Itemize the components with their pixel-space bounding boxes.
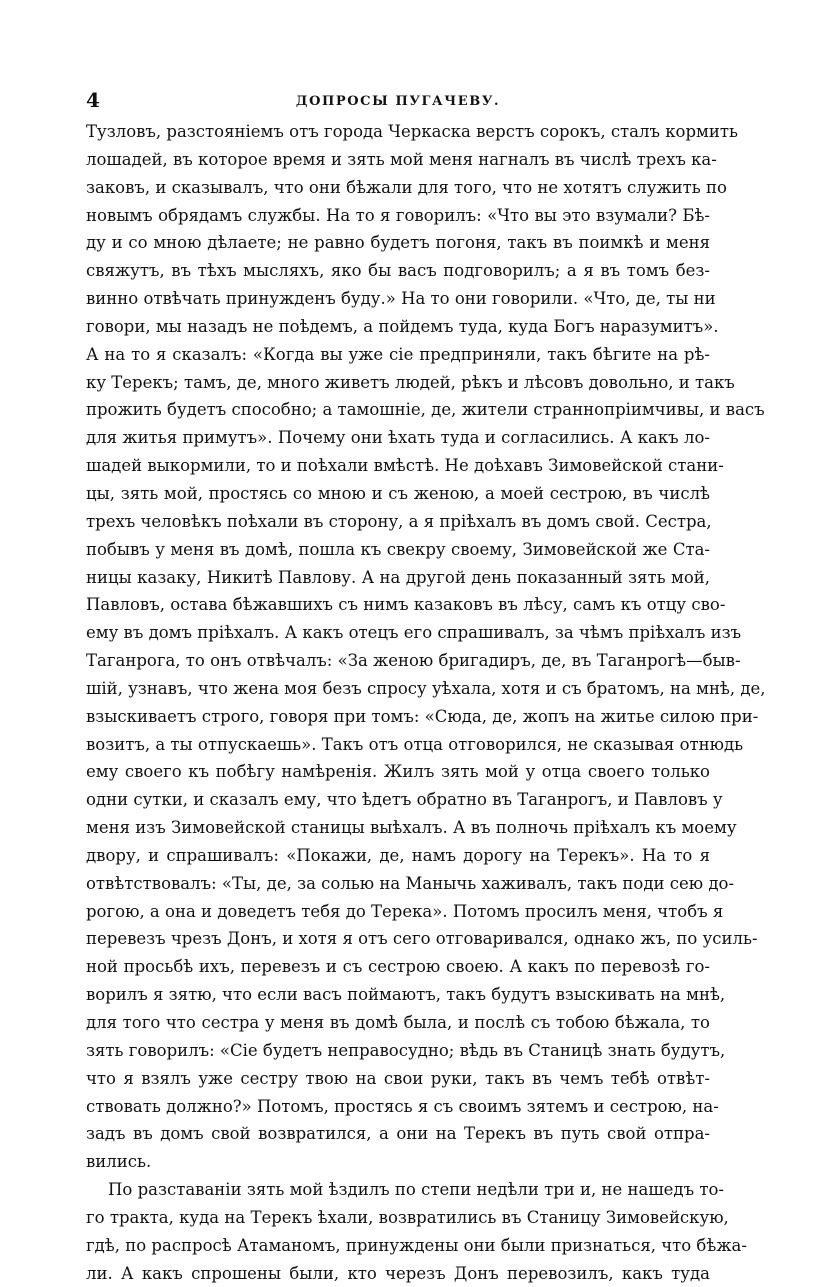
text-line: цы, зять мой, простясь со мною и съ женою, а моей сестрою, въ числѣ [86, 483, 710, 503]
text-line: вились. [86, 1152, 152, 1172]
text-line: А на то я сказалъ: «Когда вы уже сіе предприняли, такъ бѣгите на рѣ- [86, 344, 710, 364]
text-line: ствовать должно?» Потомъ, простясь я съ своимъ зятемъ и сестрою, на- [86, 1096, 719, 1116]
text-line: ку Терекъ; тамъ, де, много живетъ людей, рѣкъ и лѣсовъ довольно, и такъ [86, 372, 735, 392]
text-line: По разставаніи зять мой ѣздилъ по степи недѣли три и, не нашедъ то- [108, 1180, 724, 1200]
text-line: двору, и спрашивалъ: «Покажи, де, намъ дорогу на Терекъ». На то я [86, 845, 710, 865]
text-line: говори, мы назадъ не поѣдемъ, а пойдемъ туда, куда Богъ наразумитъ». [86, 316, 719, 336]
text-line: ницы казаку, Никитѣ Павлову. А на другой день показанный зять мой, [86, 567, 710, 587]
text-line: одни сутки, и сказалъ ему, что ѣдетъ обратно въ Таганрогъ, и Павловъ у [86, 790, 723, 810]
text-line: зять говорилъ: «Сіе будетъ неправосудно; вѣдь въ Станицѣ знать будутъ, [86, 1040, 726, 1060]
text-line: заковъ, и сказывалъ, что они бѣжали для того, что не хотятъ служить по [86, 177, 727, 197]
book-page [86, 88, 766, 1287]
text-line: трехъ человѣкъ поѣхали въ сторону, а я пріѣхалъ въ домъ свой. Сестра, [86, 511, 712, 531]
text-line: для того что сестра у меня въ домѣ была, и послѣ съ тобою бѣжала, то [86, 1013, 710, 1032]
text-line: ему въ домъ пріѣхалъ. А какъ отецъ его спрашивалъ, за чѣмъ пріѣхалъ изъ [86, 623, 742, 643]
page-header [86, 88, 710, 118]
text-line: ли. А какъ спрошены были, кто черезъ Донъ перевозилъ, какъ туда [86, 1263, 710, 1283]
text-line: Таганрога, то онъ отвѣчалъ: «За женою бригадиръ, де, въ Таганрогѣ—быв- [86, 651, 741, 671]
text-line: возитъ, а ты отпускаешь». Такъ отъ отца отговорился, не сказывая отнюдь [86, 734, 744, 754]
text-line: перевезъ чрезъ Донъ, и хотя я отъ сего отговаривался, однако жъ, по усиль- [86, 929, 758, 949]
text-line: го тракта, куда на Терекъ ѣхали, возвратились въ Станицу Зимовейскую, [86, 1207, 729, 1227]
text-line: шадей выкормили, то и поѣхали вмѣстѣ. Не доѣхавъ Зимовейской стани- [86, 456, 724, 476]
text-line: свяжутъ, въ тѣхъ мысляхъ, яко бы васъ подговорилъ; а я въ томъ без- [86, 261, 710, 281]
text-line: прожить будетъ способно; а тамошніе, де, жители страннопріимчивы, и васъ [86, 400, 765, 420]
text-line: Павловъ, остава бѣжавшихъ съ нимъ казаковъ въ лѣсу, самъ къ отцу сво- [86, 595, 726, 615]
text-line: ему своего къ побѣгу намѣренія. Жилъ зять мой у отца своего только [86, 762, 710, 782]
text-line: шій, узнавъ, что жена моя безъ спросу уѣхала, хотя и съ братомъ, на мнѣ, де, [86, 678, 766, 698]
text-line: Тузловъ, разстояніемъ отъ города Черкаска верстъ сорокъ, сталъ кормить [86, 122, 738, 141]
paragraph-1 [86, 118, 766, 1176]
text-line: меня изъ Зимовейской станицы выѣхалъ. А въ полночь пріѣхалъ къ моему [86, 818, 737, 838]
text-line: новымъ обрядамъ службы. На то я говорилъ: «Что вы это взумали? Бѣ- [86, 205, 710, 225]
text-line: гдѣ, по распросѣ Атаманомъ, принуждены они были признаться, что бѣжа- [86, 1235, 747, 1255]
text-line: отвѣтствовалъ: «Ты, де, за солью на Манычь хаживалъ, такъ поди сею до- [86, 873, 735, 893]
text-line: для житья примутъ». Почему они ѣхать туда и согласились. А какъ ло- [86, 428, 710, 448]
text-line: задъ въ домъ свой возвратился, а они на Терекъ въ путь свой отпра- [86, 1124, 710, 1144]
text-line: что я взялъ уже сестру твою на свои руки, такъ въ чемъ тебѣ отвѣт- [86, 1068, 710, 1088]
text-line: ду и со мною дѣлаете; не равно будетъ погоня, такъ въ поимкѣ и меня [86, 233, 710, 253]
page-number: 4 [86, 88, 100, 112]
text-line: взыскиваетъ строго, говоря при томъ: «Сюда, де, жопъ на житье силою при- [86, 706, 759, 726]
running-title: ДОПРОСЫ ПУГАЧЕВУ. [295, 94, 501, 109]
text-line: побывъ у меня въ домѣ, пошла къ свекру своему, Зимовейской же Ста- [86, 539, 710, 559]
text-line: рогою, а она и доведетъ тебя до Терека». Потомъ просилъ меня, чтобъ я [86, 901, 724, 921]
text-line: ной просьбѣ ихъ, перевезъ и съ сестрою своею. А какъ по перевозѣ го- [86, 957, 710, 977]
text-line: ворилъ я зятю, что если васъ поймаютъ, такъ будутъ взыскивать на мнѣ, [86, 985, 726, 1005]
text-line: винно отвѣчать принужденъ буду.» На то они говорили. «Что, де, ты ни [86, 289, 716, 309]
paragraph-2 [86, 1176, 747, 1287]
text-line: лошадей, въ которое время и зять мой меня нагналъ въ числѣ трехъ ка- [86, 149, 717, 169]
